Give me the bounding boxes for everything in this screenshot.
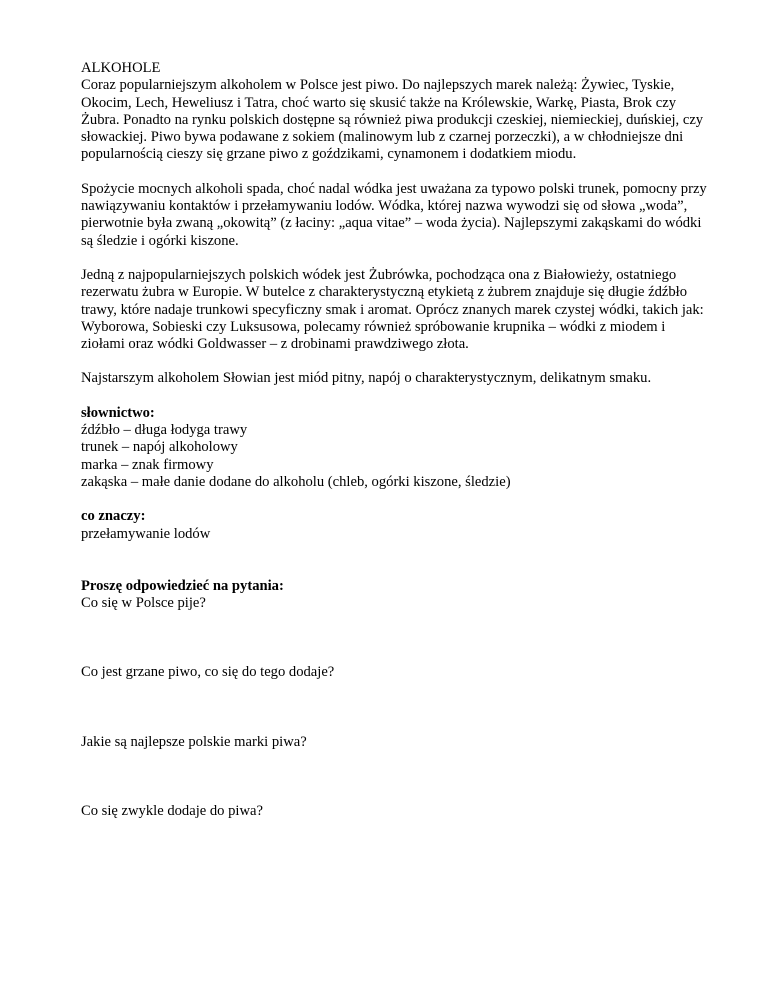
document-page — [81, 60, 711, 820]
vocabulary-item: marka – znak firmowy — [81, 456, 214, 473]
document-title: ALKOHOLE — [81, 60, 161, 76]
vocabulary-heading: słownictwo: — [81, 404, 155, 421]
question-item: Co się zwykle dodaje do piwa? — [81, 803, 263, 820]
vocabulary-item: trunek – napój alkoholowy — [81, 439, 238, 456]
question-item: Co się w Polsce pije? — [81, 595, 206, 612]
vocabulary-item: zakąska – małe danie dodane do alkoholu (chleb, ogórki kiszone, śledzie) — [81, 473, 511, 490]
paragraph-vodka: Spożycie mocnych alkoholi spada, choć nadal wódka jest uważana za typowo polski trunek, pomocny przy nawiązywaniu kontaktów i przełamywaniu lodów. Wódka, której nazwa wywodzi się od słowa „woda”, pierwotnie była zwaną „okowitą” (z łaciny: „aqua vitae” – woda życia). Najlepszymi zakąskami do wódki są śledzie i ogórki kiszone. — [81, 180, 707, 249]
questions-section — [81, 578, 711, 820]
paragraph-beer: Coraz popularniejszym alkoholem w Polsce jest piwo. Do najlepszych marek należą: Żywiec, Tyskie, Okocim, Lech, Heweliusz i Tatra, choć warto się skusić także na Królewskie, Warkę, Piasta, Brok czy Żubra. Ponadto na rynku polskich dostępne są również piwa produkcji czeskiej, niemieckiej, duńskiej, czy słowackiej. Piwo bywa podawane z sokiem (malinowym lub z czarnej porzeczki), a w chłodniejsze dni popularnością cieszy się grzane piwo z goździkami, cynamonem i dodatkiem miodu. — [81, 77, 704, 163]
meaning-heading: co znaczy: — [81, 508, 146, 525]
question-item: Jakie są najlepsze polskie marki piwa? — [81, 733, 307, 750]
question-item: Co jest grzane piwo, co się do tego dodaje? — [81, 664, 335, 681]
paragraph-mead: Najstarszym alkoholem Słowian jest miód pitny, napój o charakterystycznym, delikatnym smaku. — [81, 370, 652, 387]
meaning-section — [81, 508, 711, 543]
vocabulary-item: źdźbło – długa łodyga trawy — [81, 422, 248, 439]
questions-heading: Proszę odpowiedzieć na pytania: — [81, 577, 284, 594]
meaning-item: przełamywanie lodów — [81, 525, 211, 542]
paragraph-zubrowka: Jedną z najpopularniejszych polskich wódek jest Żubrówka, pochodząca ona z Białowieży, ostatniego rezerwatu żubra w Europie. W butelce z charakterystyczną etykietą z żubrem znajduje się długie źdźbło trawy, które nadaje trunkowi specyficzny smak i aromat. Oprócz znanych marek czystej wódki, takich jak: Wyborowa, Sobieski czy Luksusowa, polecamy również spróbowanie krupnika – wódki z miodem i ziołami oraz wódki Goldwasser – z drobinami prawdziwego złota. — [81, 266, 704, 353]
vocabulary-section — [81, 405, 711, 491]
